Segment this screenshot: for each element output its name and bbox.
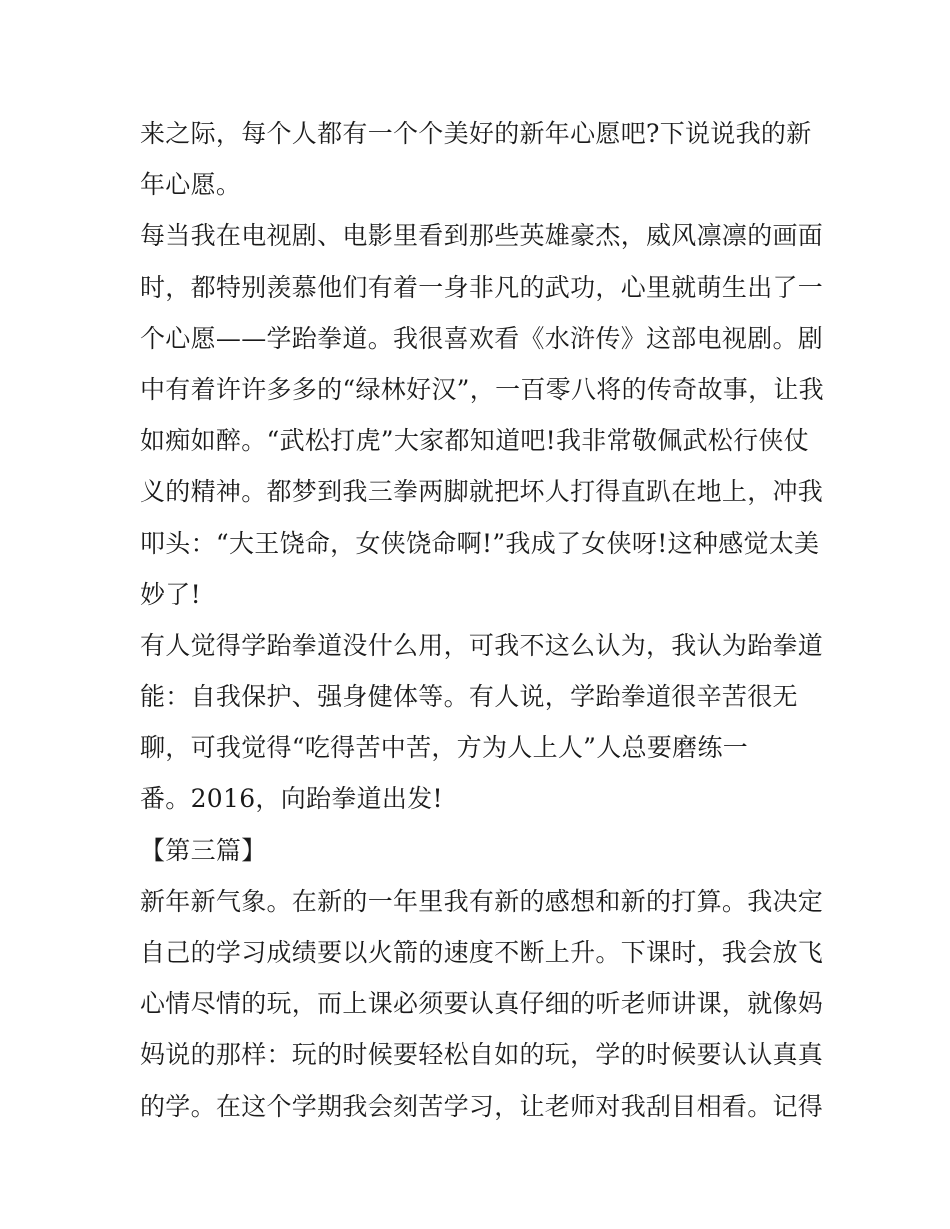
text-line: 番。2016，向跆拳道出发! <box>140 784 443 814</box>
text-line: 新年新气象。在新的一年里我有新的感想和新的打算。我决定 <box>140 886 824 916</box>
text-line: 每当我在电视剧、电影里看到那些英雄豪杰，威风凛凛的画面 <box>140 221 824 251</box>
text-line: 如痴如醉。“武松打虎”大家都知道吧!我非常敬佩武松行侠仗 <box>140 426 810 456</box>
text-line: 聊，可我觉得“吃得苦中苦，方为人上人”人总要磨练一 <box>140 733 749 763</box>
text-line: 能：自我保护、强身健体等。有人说，学跆拳道很辛苦很无 <box>140 682 798 712</box>
section-heading: 【第三篇】 <box>140 835 267 865</box>
text-line: 妙了! <box>140 579 201 609</box>
text-line: 义的精神。都梦到我三拳两脚就把坏人打得直趴在地上，冲我 <box>140 477 824 507</box>
text-line: 来之际，每个人都有一个个美好的新年心愿吧?下说说我的新 <box>140 119 812 148</box>
text-line: 时，都特别羡慕他们有着一身非凡的武功，心里就萌生出了一 <box>140 272 824 302</box>
text-line: 叩头：“大王饶命，女侠饶命啊!”我成了女侠呀!这种感觉太美 <box>140 528 820 558</box>
text-line: 年心愿。 <box>140 170 242 200</box>
text-line: 自己的学习成绩要以火箭的速度不断上升。下课时，我会放飞 <box>140 938 824 967</box>
text-line: 中有着许许多多的“绿林好汉”，一百零八将的传奇故事，让我 <box>140 374 824 404</box>
text-line: 心情尽情的玩，而上课必须要认真仔细的听老师讲课，就像妈 <box>140 989 824 1019</box>
document-body <box>140 108 824 1132</box>
text-line: 有人觉得学跆拳道没什么用，可我不这么认为，我认为跆拳道 <box>140 630 824 660</box>
text-line: 个心愿——学跆拳道。我很喜欢看《水浒传》这部电视剧。剧 <box>140 323 824 353</box>
text-line: 妈说的那样：玩的时候要轻松自如的玩，学的时候要认认真真 <box>140 1040 824 1070</box>
text-line: 的学。在这个学期我会刻苦学习，让老师对我刮目相看。记得 <box>140 1091 824 1121</box>
